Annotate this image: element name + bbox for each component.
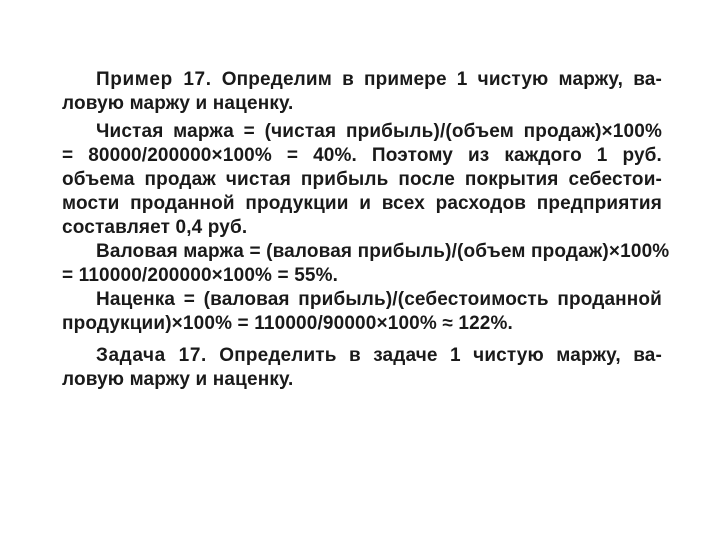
net-margin-line-2: = 80000/200000×100% = 40%. Поэтому из каждого 1 руб. xyxy=(62,145,662,166)
gross-margin-formula: Валовая маржа = (валовая прибыль)/(объем продаж)×100% xyxy=(96,241,670,262)
example-line-1 xyxy=(96,68,662,92)
net-margin-line-4: мости проданной продукции и всех расходов предприятия xyxy=(62,193,662,214)
markup-formula: Наценка = (валовая прибыль)/(себестоимость проданной xyxy=(96,289,662,310)
net-margin-line-5: составляет 0,4 руб. xyxy=(62,217,248,238)
net-margin-line-3: объема продаж чистая прибыль после покрытия себестои- xyxy=(62,169,662,190)
gross-margin-line-2: = 110000/200000×100% = 55%. xyxy=(62,265,339,286)
task-line-1 xyxy=(96,344,662,368)
net-margin-formula: Чистая маржа = (чистая прибыль)/(объем продаж)×100% xyxy=(96,121,662,142)
example-text-1: Определим в примере 1 чистую маржу, ва- xyxy=(211,69,662,90)
task-heading: Задача 17. xyxy=(96,345,207,366)
example-heading: Пример 17. xyxy=(96,69,212,90)
example-line-2: ловую маржу и наценку. xyxy=(62,93,294,114)
task-text-1: Определить в задаче 1 чистую маржу, ва- xyxy=(206,345,662,366)
markup-line-2: продукции)×100% = 110000/90000×100% ≈ 122%. xyxy=(62,313,513,334)
task-line-2: ловую маржу и наценку. xyxy=(62,369,294,390)
